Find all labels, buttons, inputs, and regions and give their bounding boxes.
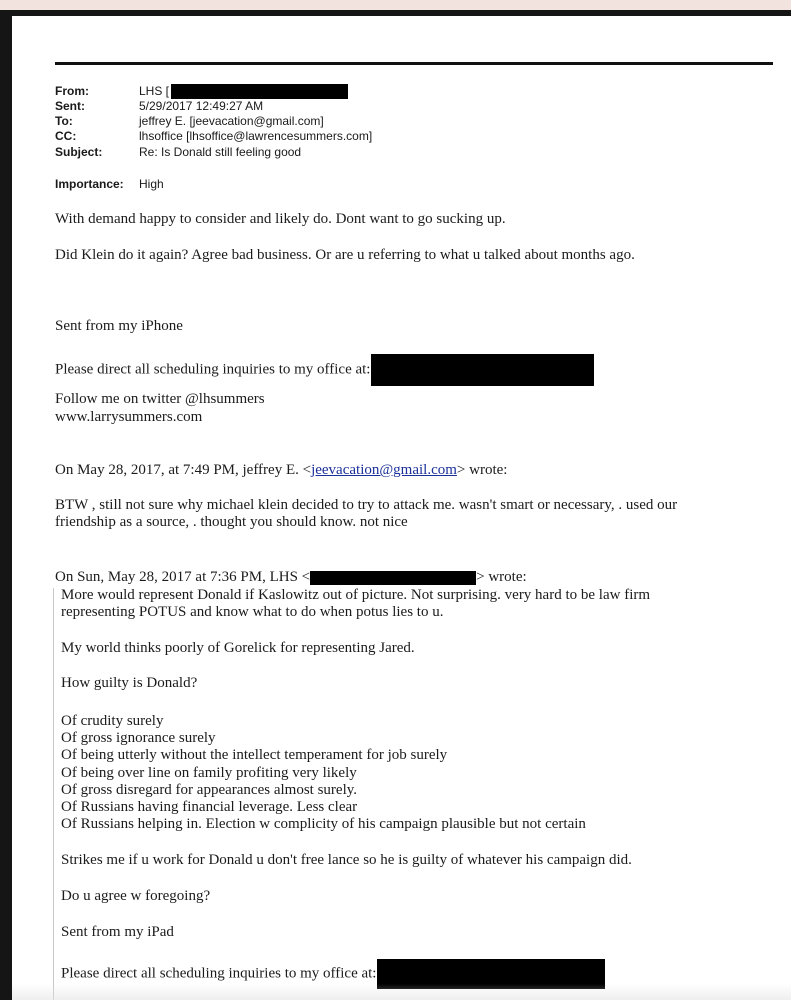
scan-bottom-shade	[12, 984, 791, 1000]
importance-label: Importance:	[55, 177, 124, 191]
email-document	[12, 16, 791, 1000]
quote1-attribution-suffix: > wrote:	[456, 462, 508, 478]
quote2-p4: Strikes me if u work for Donald u don't free lance so he is guilty of whatever his campaign did.	[61, 852, 632, 868]
to-label: To:	[55, 114, 73, 128]
scan-left-border	[0, 12, 12, 1000]
subject-label: Subject:	[55, 145, 103, 159]
quote2-attribution-prefix: On Sun, May 28, 2017 at 7:36 PM, LHS <	[55, 569, 311, 585]
quote2-attribution	[55, 569, 527, 586]
reply-scheduling-line	[55, 354, 594, 386]
quote2-p1-line-2: representing POTUS and know what to do when potus lies to u.	[61, 604, 444, 620]
reply-line-2: Did Klein do it again? Agree bad business. Or are u referring to what u talked about months ago.	[55, 247, 635, 263]
cc-value: lhsoffice [lhsoffice@lawrencesummers.com]	[139, 129, 373, 143]
reply-line-1: With demand happy to consider and likely do. Dont want to go sucking up.	[55, 211, 506, 227]
redacted-sender-address	[171, 84, 348, 99]
quote2-p5: Do u agree w foregoing?	[61, 888, 211, 904]
quote1-attribution	[55, 462, 507, 479]
sent-label: Sent:	[55, 99, 85, 113]
quote1-email-link[interactable]: jeevacation@gmail.com	[311, 462, 457, 478]
to-value: jeffrey E. [jeevacation@gmail.com]	[139, 114, 324, 128]
redacted-lhs-address	[310, 571, 476, 585]
reply-sent-from: Sent from my iPhone	[55, 318, 183, 334]
importance-value: High	[139, 177, 164, 191]
cc-label: CC:	[55, 129, 77, 143]
quote2-attribution-suffix: > wrote:	[476, 569, 527, 585]
header-rule	[55, 62, 773, 65]
quote2-p1-line-1: More would represent Donald if Kaslowitz out of picture. Not surprising. very hard to be law firm	[61, 587, 651, 603]
guilt-list-item: Of Russians helping in. Election w complicity of his campaign plausible but not certain	[61, 816, 586, 832]
quote2-p3: How guilty is Donald?	[61, 675, 198, 691]
quote2-sent-from: Sent from my iPad	[61, 924, 174, 940]
quote1-attribution-prefix: On May 28, 2017, at 7:49 PM, jeffrey E. <	[55, 462, 312, 478]
sent-value: 5/29/2017 12:49:27 AM	[139, 99, 264, 113]
quote-indent-bar	[53, 588, 54, 1000]
reply-twitter: Follow me on twitter @lhsummers	[55, 391, 265, 407]
from-label: From:	[55, 84, 89, 98]
from-value: LHS [	[139, 84, 170, 98]
guilt-list-item: Of being over line on family profiting very likely	[61, 765, 357, 781]
guilt-list-item: Of crudity surely	[61, 713, 164, 729]
reply-scheduling-text: Please direct all scheduling inquiries to my office at:	[55, 361, 371, 378]
guilt-list-item: Of gross ignorance surely	[61, 730, 216, 746]
quote2-p2: My world thinks poorly of Gorelick for representing Jared.	[61, 640, 415, 656]
quote1-line-2: friendship as a source, . thought you should know. not nice	[55, 514, 408, 530]
redacted-office-contact	[371, 354, 594, 386]
guilt-list-item: Of gross disregard for appearances almost surely.	[61, 782, 358, 798]
quote1-line-1: BTW , still not sure why michael klein decided to try to attack me. wasn't smart or necessary, . used our	[55, 497, 678, 513]
guilt-list-item: Of Russians having financial leverage. Less clear	[61, 799, 358, 815]
quote2-scheduling-text: Please direct all scheduling inquiries to my office at:	[61, 965, 377, 982]
subject-value: Re: Is Donald still feeling good	[139, 145, 302, 159]
guilt-list-item: Of being utterly without the intellect temperament for job surely	[61, 747, 448, 763]
reply-website: www.larrysummers.com	[55, 409, 203, 425]
